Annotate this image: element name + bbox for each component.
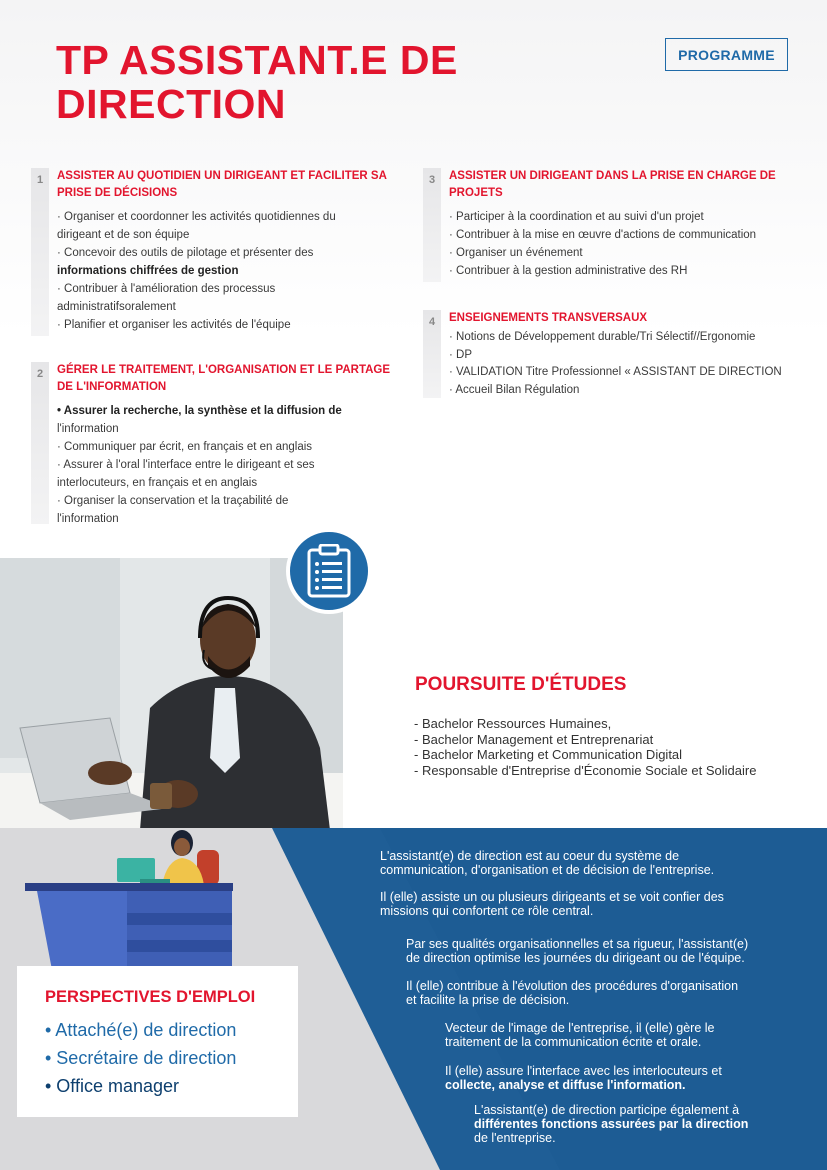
list-item: interlocuteurs, en français et en anglais [57,477,258,489]
list-item: · Planifier et organiser les activités de l'équipe [57,319,291,331]
section-number: 2 [31,362,49,524]
list-item: • Secrétaire de direction [45,1048,237,1068]
list-item: - Bachelor Management et Entreprenariat [414,731,654,747]
text-line: missions qui confortent ce rôle central. [380,904,594,918]
section-number: 3 [423,168,441,282]
section-title [57,362,390,396]
list-item: l'information [57,423,119,435]
list-item: informations chiffrées de gestion [57,265,239,277]
list-item: dirigeant et de son équipe [57,229,190,241]
poursuite-title: POURSUITE D'ÉTUDES [415,674,627,695]
section-items [57,402,342,528]
title-line-1: TP ASSISTANT.E DE [56,37,458,83]
section-title [57,168,387,202]
text-line: de l'entreprise. [474,1131,556,1145]
title-line-2: DIRECTION [56,81,286,127]
programme-badge: PROGRAMME [665,38,788,71]
section-2 [31,362,391,530]
list-item: administratifsoralement [57,301,176,313]
description-paragraph [445,1064,722,1092]
description-paragraph [445,1021,715,1049]
section-items [449,329,782,399]
text-line: et facilite la prise de décision. [406,993,570,1007]
section-title-line: ASSISTER UN DIRIGEANT DANS LA PRISE EN CHARGE DE [449,170,776,182]
section-title-line: PRISE DE DÉCISIONS [57,187,178,199]
section-number: 4 [423,310,441,398]
description-paragraph [380,849,714,877]
list-item: · Communiquer par écrit, en français et en anglais [57,441,313,453]
text-line: Vecteur de l'image de l'entreprise, il (elle) gère le [445,1021,715,1035]
list-item: · Notions de Développement durable/Tri Sélectif//Ergonomie [449,331,756,343]
section-title-line: DE L'INFORMATION [57,381,167,393]
list-item: · VALIDATION Titre Professionnel « ASSISTANT DE DIRECTION [449,366,782,378]
section-items [449,208,756,280]
list-item: · Concevoir des outils de pilotage et présenter des [57,247,314,259]
text-line: Il (elle) assiste un ou plusieurs dirigeants et se voit confier des [380,890,724,904]
clipboard-icon [286,528,372,614]
list-item: · Participer à la coordination et au suivi d'un projet [449,211,704,223]
list-item: · Contribuer à la gestion administrative des RH [449,265,688,277]
text-line: communication, d'organisation et de décision de l'entreprise. [380,863,715,877]
list-item: - Responsable d'Entreprise d'Économie Sociale et Solidaire [414,762,757,778]
list-item: · Contribuer à la mise en œuvre d'actions de communication [449,229,757,241]
section-1 [31,168,391,338]
section-3 [423,168,808,284]
text-line: L'assistant(e) de direction participe également à [474,1103,740,1117]
text-line: L'assistant(e) de direction est au coeur du système de [380,849,680,863]
perspectives-title: PERSPECTIVES D'EMPLOI [45,988,256,1006]
description-paragraph [380,890,724,918]
description-paragraph [406,937,748,965]
list-item: - Bachelor Marketing et Communication Digital [414,747,683,762]
text-line: Il (elle) assure l'interface avec les interlocuteurs et [445,1064,722,1078]
list-item: l'information [57,513,119,525]
section-title-line: ASSISTER AU QUOTIDIEN UN DIRIGEANT ET FACILITER SA [57,170,387,182]
perspectives-list [45,1016,236,1100]
list-item: · Contribuer à l'amélioration des processus [57,283,276,295]
list-item: • Attaché(e) de direction [45,1020,237,1040]
text-line: différentes fonctions assurées par la direction [474,1117,749,1131]
poursuite-list [414,716,756,778]
description-paragraph [406,979,738,1007]
perspectives-box [17,966,298,1117]
text-line: collecte, analyse et diffuse l'information. [445,1078,686,1092]
list-item: - Bachelor Ressources Humaines, [414,716,612,731]
text-line: traitement de la communication écrite et orale. [445,1035,702,1049]
list-item: · DP [449,348,472,361]
office-photo [0,558,343,830]
section-title [449,168,776,202]
list-item: • Office manager [45,1076,180,1096]
office-photo-illustration [0,558,343,830]
text-line: Il (elle) contribue à l'évolution des procédures d'organisation [406,979,739,993]
text-line: de direction optimise les journées du dirigeant ou de l'équipe. [406,951,745,965]
text-line: Par ses qualités organisationnelles et sa rigueur, l'assistant(e) [406,937,749,951]
section-4 [423,310,808,402]
list-item: · Accueil Bilan Régulation [449,383,580,396]
section-title: ENSEIGNEMENTS TRANSVERSAUX [449,312,648,324]
section-number: 1 [31,168,49,336]
list-item: · Organiser un événement [449,247,583,259]
section-title-line: PROJETS [449,187,503,199]
list-item: · Organiser la conservation et la traçabilité de [57,495,289,507]
list-item: · Organiser et coordonner les activités quotidiennes du [57,211,336,223]
page-title [56,38,458,126]
section-title-line: GÉRER LE TRAITEMENT, L'ORGANISATION ET LE PARTAGE [57,364,391,376]
list-item: · Assurer à l'oral l'interface entre le dirigeant et ses [57,459,315,471]
section-items [57,208,336,334]
description-paragraph [474,1103,748,1145]
reception-desk-illustration [22,825,237,970]
list-item: • Assurer la recherche, la synthèse et la diffusion de [57,405,342,417]
